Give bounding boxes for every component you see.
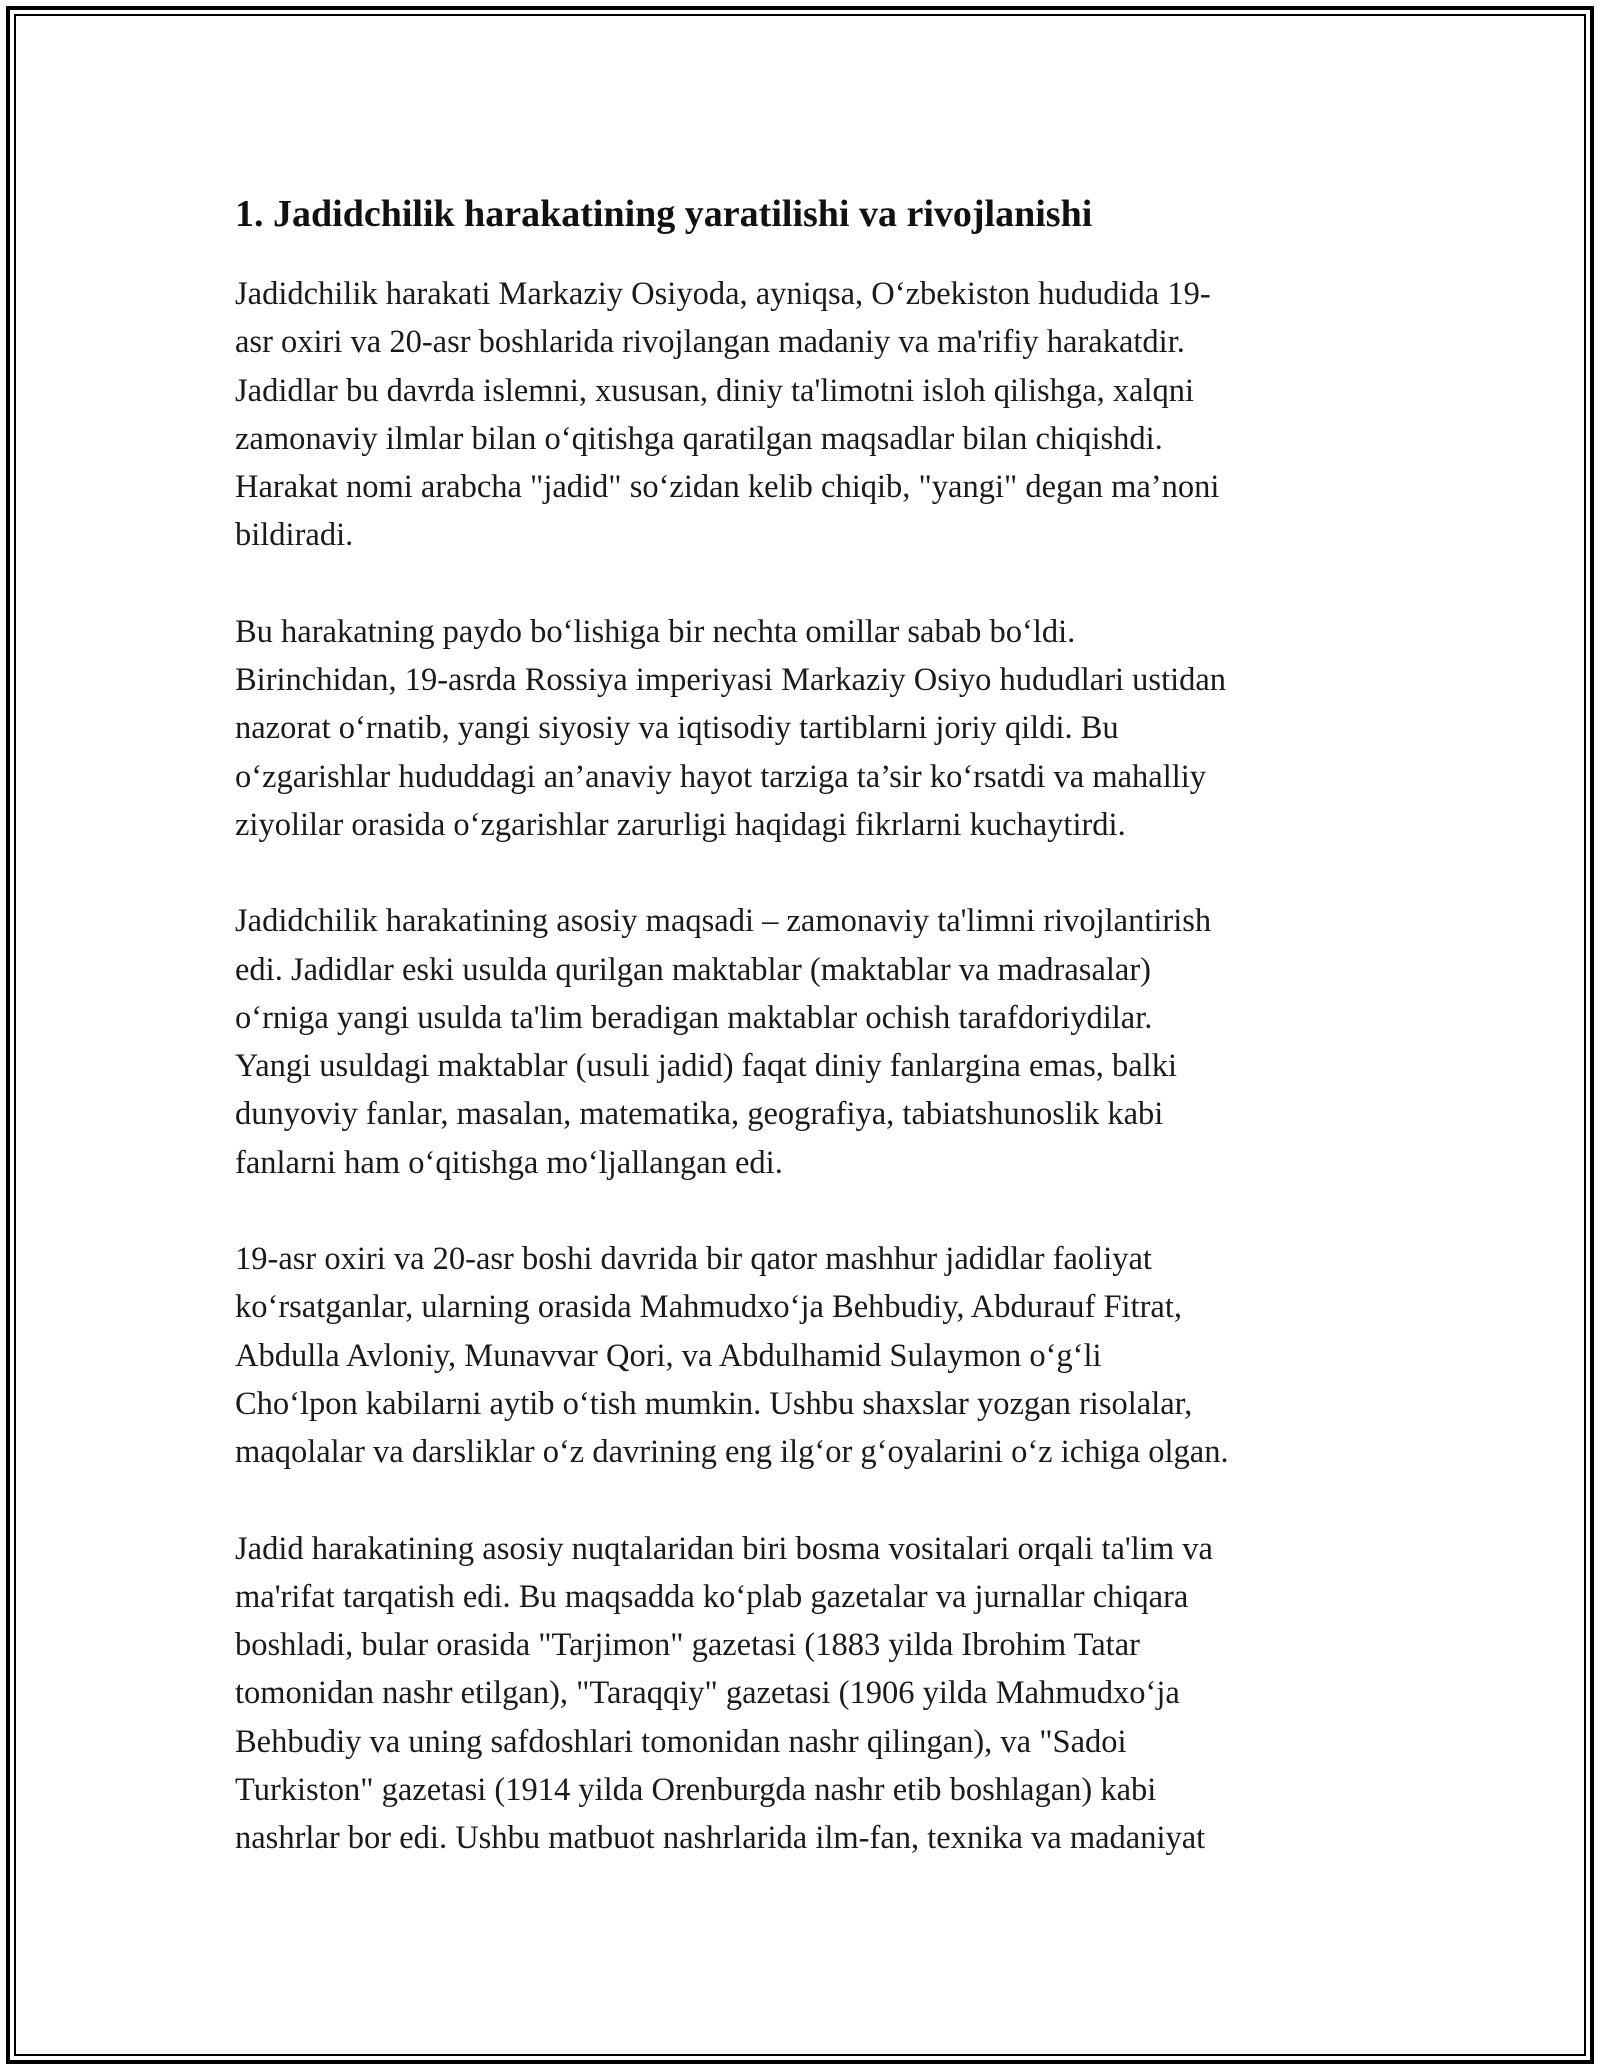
text-line: o‘rniga yangi usulda ta'lim beradigan maktablar ochish tarafdoriydilar. bbox=[235, 999, 1153, 1036]
text-line: fanlarni ham o‘qitishga mo‘ljallangan edi. bbox=[235, 1144, 783, 1181]
text-line: tomonidan nashr etilgan), "Taraqqiy" gazetasi (1906 yilda Mahmudxo‘ja bbox=[235, 1675, 1180, 1712]
text-line: nashrlar bor edi. Ushbu matbuot nashrlarida ilm-fan, texnika va madaniyat bbox=[235, 1820, 1206, 1857]
document-body bbox=[235, 186, 1370, 1911]
text-line: Behbudiy va uning safdoshlari tomonidan nashr qilingan), va "Sadoi bbox=[235, 1723, 1127, 1760]
text-line: Cho‘lpon kabilarni aytib o‘tish mumkin. Ushbu shaxslar yozgan risolalar, bbox=[235, 1385, 1193, 1422]
text-line: Jadid harakatining asosiy nuqtalaridan biri bosma vositalari orqali ta'lim va bbox=[235, 1530, 1213, 1567]
text-line: 19-asr oxiri va 20-asr boshi davrida bir qator mashhur jadidlar faoliyat bbox=[235, 1241, 1152, 1278]
text-line: zamonaviy ilmlar bilan o‘qitishga qaratilgan maqsadlar bilan chiqishdi. bbox=[235, 420, 1163, 457]
text-line: Abdulla Avloniy, Munavvar Qori, va Abdulhamid Sulaymon o‘g‘li bbox=[235, 1337, 1102, 1374]
text-line: edi. Jadidlar eski usulda qurilgan maktablar (maktablar va madrasalar) bbox=[235, 951, 1151, 988]
text-line: asr oxiri va 20-asr boshlarida rivojlangan madaniy va ma'rifiy harakatdir. bbox=[235, 324, 1185, 361]
paragraph bbox=[235, 897, 1370, 1187]
paragraph bbox=[235, 1235, 1370, 1476]
text-line: ko‘rsatganlar, ularning orasida Mahmudxo‘ja Behbudiy, Abdurauf Fitrat, bbox=[235, 1289, 1182, 1326]
text-line: ziyolilar orasida o‘zgarishlar zarurligi haqidagi fikrlarni kuchaytirdi. bbox=[235, 806, 1126, 843]
text-line: boshladi, bular orasida "Tarjimon" gazetasi (1883 yilda Ibrohim Tatar bbox=[235, 1627, 1140, 1664]
text-line: o‘zgarishlar hududdagi an’anaviy hayot tarziga ta’sir ko‘rsatdi va mahalliy bbox=[235, 758, 1207, 795]
text-line: bildiradi. bbox=[235, 517, 354, 554]
text-line: Jadidchilik harakatining asosiy maqsadi – zamonaviy ta'limni rivojlantirish bbox=[235, 903, 1212, 940]
text-line: dunyoviy fanlar, masalan, matematika, geografiya, tabiatshunoslik kabi bbox=[235, 1096, 1164, 1133]
paragraph bbox=[235, 1525, 1370, 1863]
text-line: Yangi usuldagi maktablar (usuli jadid) faqat diniy fanlargina emas, balki bbox=[235, 1048, 1177, 1085]
text-line: Jadidlar bu davrda islemni, xususan, diniy ta'limotni isloh qilishga, xalqni bbox=[235, 372, 1195, 409]
paragraph bbox=[235, 270, 1370, 560]
text-line: Jadidchilik harakati Markaziy Osiyoda, ayniqsa, O‘zbekiston hududida 19- bbox=[235, 276, 1211, 312]
text-line: Bu harakatning paydo bo‘lishiga bir nechta omillar sabab bo‘ldi. bbox=[235, 613, 1076, 650]
text-line: Harakat nomi arabcha "jadid" so‘zidan kelib chiqib, "yangi" degan ma’noni bbox=[235, 469, 1220, 506]
text-line: Turkiston" gazetasi (1914 yilda Orenburgda nashr etib boshlagan) kabi bbox=[235, 1772, 1157, 1809]
section-heading: 1. Jadidchilik harakatining yaratilishi va rivojlanishi bbox=[235, 193, 1093, 235]
text-line: Birinchidan, 19-asrda Rossiya imperiyasi Markaziy Osiyo hududlari ustidan bbox=[235, 662, 1227, 699]
text-line: nazorat o‘rnatib, yangi siyosiy va iqtisodiy tartiblarni joriy qildi. Bu bbox=[235, 710, 1119, 747]
text-line: ma'rifat tarqatish edi. Bu maqsadda ko‘plab gazetalar va jurnallar chiqara bbox=[235, 1578, 1189, 1615]
paragraph bbox=[235, 608, 1370, 849]
text-line: maqolalar va darsliklar o‘z davrining eng ilg‘or g‘oyalarini o‘z ichiga olgan. bbox=[235, 1434, 1229, 1471]
